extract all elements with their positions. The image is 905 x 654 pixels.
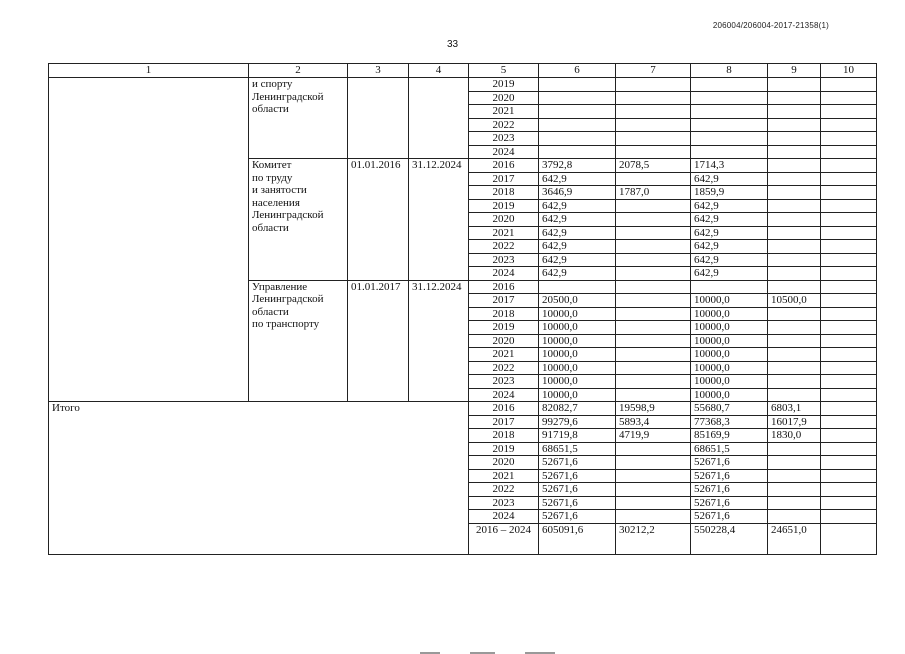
total-amount-cell xyxy=(539,132,616,146)
regional-budget-cell: 10000,0 xyxy=(691,334,768,348)
column-header-4: 4 xyxy=(409,64,469,78)
regional-budget-cell: 642,9 xyxy=(691,172,768,186)
total-amount-cell: 10000,0 xyxy=(539,361,616,375)
empty-col10-cell xyxy=(821,415,877,429)
year-cell: 2018 xyxy=(469,186,539,200)
year-cell: 2019 xyxy=(469,78,539,92)
year-cell: 2022 xyxy=(469,118,539,132)
year-cell: 2019 xyxy=(469,442,539,456)
regional-budget-cell: 52671,6 xyxy=(691,510,768,524)
year-cell: 2024 xyxy=(469,267,539,281)
total-amount-cell xyxy=(539,78,616,92)
federal-budget-cell xyxy=(616,226,691,240)
empty-col10-cell xyxy=(821,105,877,119)
regional-budget-cell: 642,9 xyxy=(691,213,768,227)
federal-budget-cell xyxy=(616,280,691,294)
year-cell: 2024 xyxy=(469,510,539,524)
column-header-2: 2 xyxy=(249,64,348,78)
empty-col10-cell xyxy=(821,510,877,524)
executor-name-cell: и спорту Ленинградской области xyxy=(249,78,348,159)
year-cell: 2016 xyxy=(469,402,539,416)
empty-col10-cell xyxy=(821,159,877,173)
federal-budget-cell xyxy=(616,496,691,510)
empty-col10-cell xyxy=(821,469,877,483)
other-sources-cell xyxy=(768,334,821,348)
year-cell: 2018 xyxy=(469,307,539,321)
total-amount-cell: 605091,6 xyxy=(539,523,616,554)
year-cell: 2024 xyxy=(469,388,539,402)
federal-budget-cell: 2078,5 xyxy=(616,159,691,173)
executor-name-cell: Комитет по труду и занятости населения Ленинградской области xyxy=(249,159,348,281)
other-sources-cell xyxy=(768,267,821,281)
other-sources-cell xyxy=(768,240,821,254)
total-amount-cell: 91719,8 xyxy=(539,429,616,443)
total-amount-cell xyxy=(539,118,616,132)
regional-budget-cell: 10000,0 xyxy=(691,307,768,321)
year-cell: 2020 xyxy=(469,91,539,105)
total-amount-cell: 52671,6 xyxy=(539,483,616,497)
empty-col10-cell xyxy=(821,226,877,240)
federal-budget-cell xyxy=(616,267,691,281)
federal-budget-cell xyxy=(616,469,691,483)
regional-budget-cell: 10000,0 xyxy=(691,348,768,362)
federal-budget-cell xyxy=(616,240,691,254)
regional-budget-cell: 77368,3 xyxy=(691,415,768,429)
total-amount-cell: 52671,6 xyxy=(539,510,616,524)
empty-col10-cell xyxy=(821,172,877,186)
other-sources-cell xyxy=(768,253,821,267)
year-cell: 2024 xyxy=(469,145,539,159)
total-amount-cell: 642,9 xyxy=(539,199,616,213)
year-cell: 2021 xyxy=(469,226,539,240)
regional-budget-cell: 52671,6 xyxy=(691,483,768,497)
empty-col10-cell xyxy=(821,199,877,213)
federal-budget-cell xyxy=(616,442,691,456)
empty-col10-cell xyxy=(821,442,877,456)
regional-budget-cell: 642,9 xyxy=(691,240,768,254)
total-amount-cell: 3646,9 xyxy=(539,186,616,200)
other-sources-cell xyxy=(768,118,821,132)
other-sources-cell xyxy=(768,172,821,186)
total-amount-cell: 99279,6 xyxy=(539,415,616,429)
regional-budget-cell: 55680,7 xyxy=(691,402,768,416)
year-cell: 2019 xyxy=(469,199,539,213)
total-row xyxy=(49,402,877,416)
empty-col10-cell xyxy=(821,361,877,375)
total-amount-cell: 10000,0 xyxy=(539,388,616,402)
empty-col10-cell xyxy=(821,523,877,554)
column-header-9: 9 xyxy=(768,64,821,78)
regional-budget-cell: 10000,0 xyxy=(691,361,768,375)
other-sources-cell xyxy=(768,145,821,159)
document-id: 206004/206004-2017-21358(1) xyxy=(712,21,829,30)
other-sources-cell xyxy=(768,442,821,456)
year-cell: 2022 xyxy=(469,240,539,254)
year-cell: 2019 xyxy=(469,321,539,335)
regional-budget-cell: 642,9 xyxy=(691,267,768,281)
regional-budget-cell xyxy=(691,145,768,159)
empty-col10-cell xyxy=(821,496,877,510)
other-sources-cell xyxy=(768,375,821,389)
federal-budget-cell xyxy=(616,483,691,497)
start-date-cell xyxy=(348,78,409,159)
federal-budget-cell xyxy=(616,456,691,470)
federal-budget-cell xyxy=(616,199,691,213)
regional-budget-cell: 642,9 xyxy=(691,199,768,213)
other-sources-cell xyxy=(768,78,821,92)
federal-budget-cell xyxy=(616,132,691,146)
total-amount-cell: 642,9 xyxy=(539,226,616,240)
total-amount-cell: 52671,6 xyxy=(539,496,616,510)
empty-col10-cell xyxy=(821,280,877,294)
empty-col10-cell xyxy=(821,294,877,308)
year-cell: 2023 xyxy=(469,132,539,146)
other-sources-cell xyxy=(768,361,821,375)
financing-table xyxy=(48,63,877,555)
total-amount-cell: 10000,0 xyxy=(539,307,616,321)
total-amount-cell xyxy=(539,280,616,294)
regional-budget-cell xyxy=(691,132,768,146)
other-sources-cell xyxy=(768,510,821,524)
start-date-cell: 01.01.2016 xyxy=(348,159,409,281)
other-sources-cell xyxy=(768,105,821,119)
header-row xyxy=(49,64,877,78)
federal-budget-cell: 1787,0 xyxy=(616,186,691,200)
other-sources-cell xyxy=(768,496,821,510)
other-sources-cell xyxy=(768,226,821,240)
total-amount-cell: 52671,6 xyxy=(539,456,616,470)
other-sources-cell xyxy=(768,91,821,105)
empty-col10-cell xyxy=(821,321,877,335)
total-amount-cell: 52671,6 xyxy=(539,469,616,483)
regional-budget-cell: 52671,6 xyxy=(691,456,768,470)
year-cell: 2016 – 2024 xyxy=(469,523,539,554)
other-sources-cell xyxy=(768,132,821,146)
total-amount-cell xyxy=(539,145,616,159)
column-header-6: 6 xyxy=(539,64,616,78)
other-sources-cell xyxy=(768,483,821,497)
regional-budget-cell: 1714,3 xyxy=(691,159,768,173)
end-date-cell xyxy=(409,78,469,159)
column-header-3: 3 xyxy=(348,64,409,78)
federal-budget-cell xyxy=(616,213,691,227)
total-amount-cell: 10000,0 xyxy=(539,375,616,389)
other-sources-cell xyxy=(768,469,821,483)
other-sources-cell xyxy=(768,348,821,362)
federal-budget-cell xyxy=(616,321,691,335)
year-cell: 2021 xyxy=(469,105,539,119)
total-amount-cell xyxy=(539,91,616,105)
federal-budget-cell: 5893,4 xyxy=(616,415,691,429)
empty-col10-cell xyxy=(821,186,877,200)
scan-artifact xyxy=(420,636,620,640)
year-cell: 2023 xyxy=(469,253,539,267)
federal-budget-cell: 19598,9 xyxy=(616,402,691,416)
year-cell: 2017 xyxy=(469,172,539,186)
column-header-8: 8 xyxy=(691,64,768,78)
empty-col10-cell xyxy=(821,132,877,146)
page-number: 33 xyxy=(446,39,459,50)
other-sources-cell xyxy=(768,321,821,335)
year-cell: 2023 xyxy=(469,375,539,389)
total-label-cell: Итого xyxy=(49,402,469,555)
total-amount-cell: 642,9 xyxy=(539,253,616,267)
other-sources-cell: 24651,0 xyxy=(768,523,821,554)
other-sources-cell xyxy=(768,159,821,173)
year-cell: 2017 xyxy=(469,294,539,308)
empty-col10-cell xyxy=(821,118,877,132)
year-cell: 2023 xyxy=(469,496,539,510)
regional-budget-cell xyxy=(691,78,768,92)
year-cell: 2016 xyxy=(469,280,539,294)
year-cell: 2017 xyxy=(469,415,539,429)
other-sources-cell xyxy=(768,456,821,470)
federal-budget-cell xyxy=(616,145,691,159)
other-sources-cell xyxy=(768,199,821,213)
regional-budget-cell: 642,9 xyxy=(691,226,768,240)
regional-budget-cell: 642,9 xyxy=(691,253,768,267)
federal-budget-cell xyxy=(616,510,691,524)
empty-col10-cell xyxy=(821,253,877,267)
regional-budget-cell: 68651,5 xyxy=(691,442,768,456)
year-cell: 2021 xyxy=(469,348,539,362)
other-sources-cell: 1830,0 xyxy=(768,429,821,443)
federal-budget-cell xyxy=(616,348,691,362)
total-amount-cell: 20500,0 xyxy=(539,294,616,308)
year-cell: 2020 xyxy=(469,213,539,227)
federal-budget-cell xyxy=(616,78,691,92)
empty-col10-cell xyxy=(821,307,877,321)
end-date-cell: 31.12.2024 xyxy=(409,159,469,281)
empty-col10-cell xyxy=(821,388,877,402)
regional-budget-cell: 10000,0 xyxy=(691,321,768,335)
empty-col10-cell xyxy=(821,483,877,497)
year-cell: 2022 xyxy=(469,483,539,497)
other-sources-cell xyxy=(768,280,821,294)
regional-budget-cell xyxy=(691,118,768,132)
empty-col10-cell xyxy=(821,145,877,159)
regional-budget-cell: 52671,6 xyxy=(691,496,768,510)
federal-budget-cell xyxy=(616,172,691,186)
other-sources-cell xyxy=(768,307,821,321)
total-amount-cell: 82082,7 xyxy=(539,402,616,416)
regional-budget-cell xyxy=(691,105,768,119)
regional-budget-cell: 10000,0 xyxy=(691,375,768,389)
federal-budget-cell xyxy=(616,307,691,321)
total-amount-cell: 10000,0 xyxy=(539,334,616,348)
federal-budget-cell xyxy=(616,118,691,132)
empty-col10-cell xyxy=(821,267,877,281)
total-amount-cell: 10000,0 xyxy=(539,348,616,362)
total-amount-cell: 642,9 xyxy=(539,240,616,254)
column-header-7: 7 xyxy=(616,64,691,78)
table-row xyxy=(49,78,877,92)
year-cell: 2020 xyxy=(469,456,539,470)
empty-col10-cell xyxy=(821,348,877,362)
federal-budget-cell xyxy=(616,294,691,308)
other-sources-cell: 6803,1 xyxy=(768,402,821,416)
regional-budget-cell: 52671,6 xyxy=(691,469,768,483)
year-cell: 2021 xyxy=(469,469,539,483)
empty-col10-cell xyxy=(821,334,877,348)
total-amount-cell: 68651,5 xyxy=(539,442,616,456)
federal-budget-cell xyxy=(616,375,691,389)
column-header-5: 5 xyxy=(469,64,539,78)
column-header-10: 10 xyxy=(821,64,877,78)
federal-budget-cell xyxy=(616,105,691,119)
regional-budget-cell xyxy=(691,280,768,294)
start-date-cell: 01.01.2017 xyxy=(348,280,409,402)
total-amount-cell: 642,9 xyxy=(539,267,616,281)
federal-budget-cell xyxy=(616,91,691,105)
regional-budget-cell: 10000,0 xyxy=(691,388,768,402)
federal-budget-cell: 30212,2 xyxy=(616,523,691,554)
end-date-cell: 31.12.2024 xyxy=(409,280,469,402)
executor-name-cell: Управление Ленинградской области по транспорту xyxy=(249,280,348,402)
empty-col10-cell xyxy=(821,456,877,470)
regional-budget-cell: 85169,9 xyxy=(691,429,768,443)
federal-budget-cell xyxy=(616,361,691,375)
other-sources-cell: 16017,9 xyxy=(768,415,821,429)
measure-name-cell xyxy=(49,78,249,402)
total-amount-cell: 642,9 xyxy=(539,172,616,186)
year-cell: 2022 xyxy=(469,361,539,375)
total-amount-cell: 10000,0 xyxy=(539,321,616,335)
federal-budget-cell xyxy=(616,334,691,348)
other-sources-cell xyxy=(768,186,821,200)
year-cell: 2020 xyxy=(469,334,539,348)
empty-col10-cell xyxy=(821,91,877,105)
year-cell: 2018 xyxy=(469,429,539,443)
regional-budget-cell: 10000,0 xyxy=(691,294,768,308)
other-sources-cell: 10500,0 xyxy=(768,294,821,308)
total-amount-cell: 642,9 xyxy=(539,213,616,227)
column-header-1: 1 xyxy=(49,64,249,78)
empty-col10-cell xyxy=(821,402,877,416)
year-cell: 2016 xyxy=(469,159,539,173)
other-sources-cell xyxy=(768,388,821,402)
federal-budget-cell xyxy=(616,253,691,267)
empty-col10-cell xyxy=(821,429,877,443)
regional-budget-cell xyxy=(691,91,768,105)
empty-col10-cell xyxy=(821,240,877,254)
total-amount-cell: 3792,8 xyxy=(539,159,616,173)
regional-budget-cell: 1859,9 xyxy=(691,186,768,200)
federal-budget-cell xyxy=(616,388,691,402)
empty-col10-cell xyxy=(821,213,877,227)
federal-budget-cell: 4719,9 xyxy=(616,429,691,443)
regional-budget-cell: 550228,4 xyxy=(691,523,768,554)
empty-col10-cell xyxy=(821,78,877,92)
total-amount-cell xyxy=(539,105,616,119)
empty-col10-cell xyxy=(821,375,877,389)
other-sources-cell xyxy=(768,213,821,227)
